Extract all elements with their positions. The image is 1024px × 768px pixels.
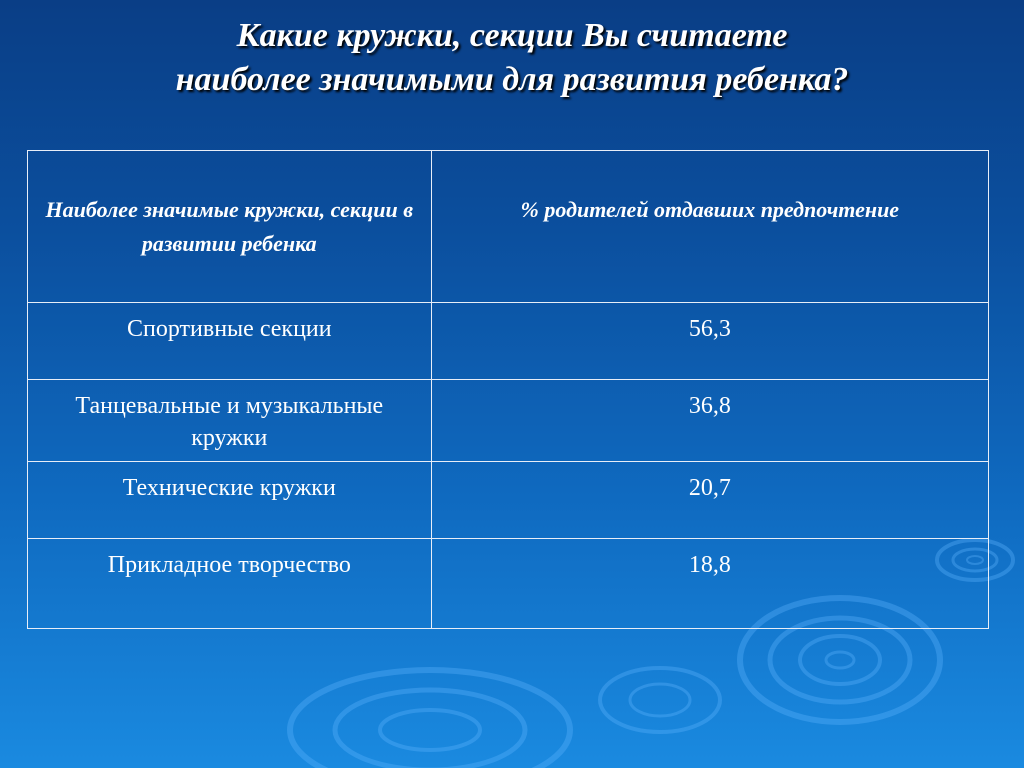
cell-activity: Технические кружки	[28, 462, 432, 539]
cell-percent: 20,7	[431, 462, 988, 539]
table-header-row	[28, 151, 989, 303]
cell-activity: Танцевальные и музыкальные кружки	[28, 380, 432, 462]
cell-percent: 18,8	[431, 539, 988, 629]
table-row	[28, 380, 989, 462]
cell-activity: Прикладное творчество	[28, 539, 432, 629]
survey-results-table	[27, 150, 989, 629]
table-row	[28, 303, 989, 380]
header-activity: Наиболее значимые кружки, секции в развитии ребенка	[28, 151, 432, 303]
table-row	[28, 462, 989, 539]
slide-title	[0, 14, 1024, 102]
slide-title-line-2: наиболее значимыми для развития ребенка?	[175, 61, 849, 98]
cell-percent: 36,8	[431, 380, 988, 462]
cell-percent: 56,3	[431, 303, 988, 380]
slide-title-line-1: Какие кружки, секции Вы считаете	[236, 17, 788, 54]
cell-activity: Спортивные секции	[28, 303, 432, 380]
table-row	[28, 539, 989, 629]
header-percent: % родителей отдавших предпочтение	[431, 151, 988, 303]
